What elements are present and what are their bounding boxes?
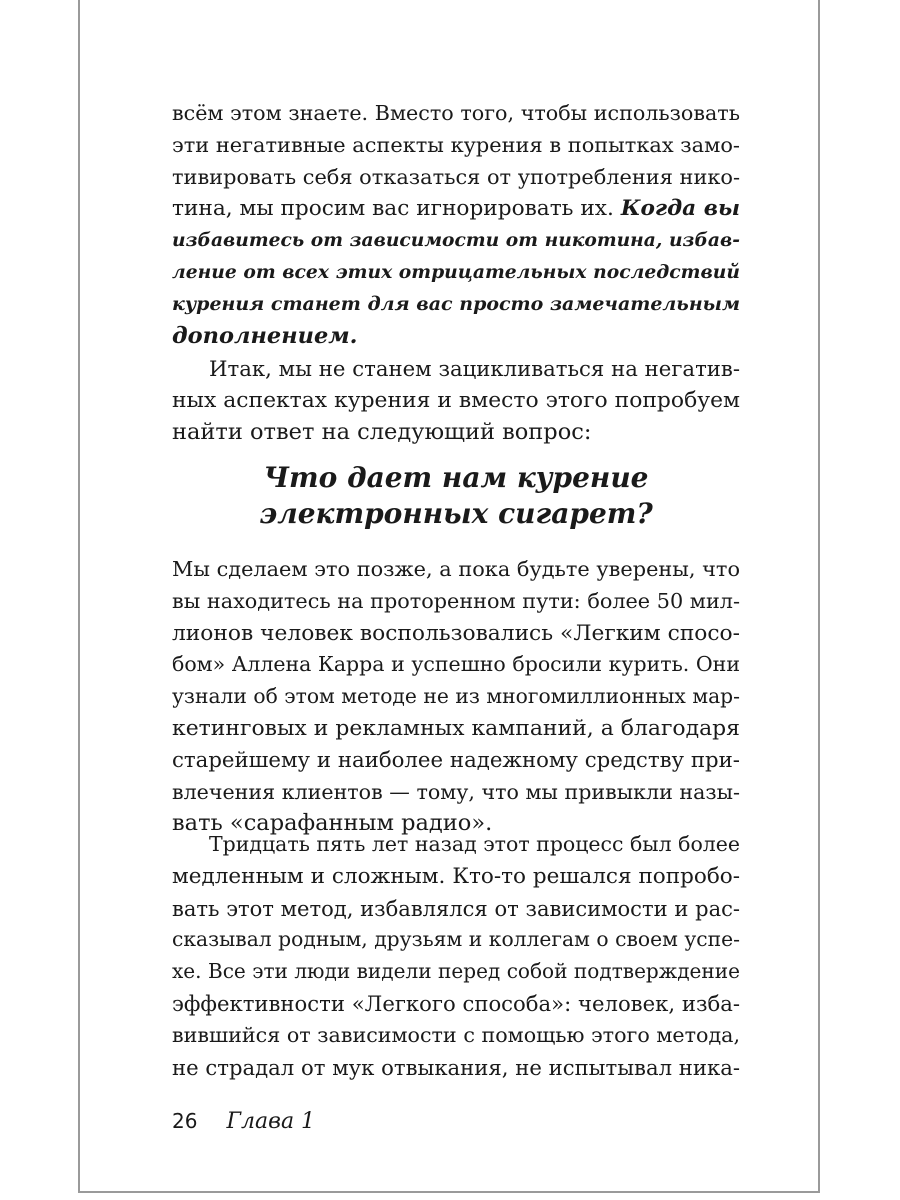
- text-line: узнали об этом методе не из многомиллионных мар-: [172, 684, 740, 709]
- text-line: вать «сарафанным радио».: [172, 810, 493, 837]
- text-line: вившийся от зависимости с помощью этого метода,: [172, 1022, 740, 1047]
- text-line: эти негативные аспекты курения в попытках замо-: [172, 132, 740, 157]
- page-footer: [172, 1107, 315, 1136]
- paragraph-1: [172, 98, 740, 352]
- emphasis-line: избавитесь от зависимости от никотина, избав-: [172, 229, 740, 252]
- text-line: Итак, мы не станем зацикливаться на негатив-: [209, 356, 740, 381]
- text-line: не страдал от мук отвыкания, не испытывал ника-: [172, 1054, 740, 1080]
- paragraph-3: [172, 554, 740, 840]
- text-line: лионов человек воспользовались «Легким спосо-: [172, 620, 740, 646]
- text-line: тивировать себя отказаться от употребления нико-: [172, 164, 740, 189]
- text-run-regular: тина, мы просим вас игнорировать их.: [172, 196, 621, 222]
- text-line: ных аспектах курения и вместо этого попробуем: [172, 387, 740, 413]
- emphasis-line: курения станет для вас просто замечательным: [172, 292, 740, 315]
- text-line: вы находитесь на проторенном пути: более 50 мил-: [172, 588, 740, 613]
- text-run-bold-italic: Когда вы: [620, 196, 740, 222]
- text-line: старейшему и наиболее надежному средству при-: [172, 747, 740, 773]
- text-line: Мы сделаем это позже, а пока будьте уверены, что: [172, 557, 740, 581]
- text-line: вать этот метод, избавлялся от зависимости и рас-: [172, 895, 740, 921]
- emphasis-line: дополнением.: [172, 322, 358, 349]
- paragraph-2: [172, 353, 740, 448]
- text-line: кетинговых и рекламных кампаний, а благодаря: [172, 715, 740, 741]
- text-line: Тридцать пять лет назад этот процесс был более: [209, 832, 740, 856]
- emphasis-line: ление от всех этих отрицательных последствий: [172, 260, 740, 283]
- page-number: 26: [172, 1109, 198, 1133]
- text-line: сказывал родным, друзьям и коллегам о своем успе-: [172, 927, 740, 952]
- text-line: эффективности «Легкого способа»: человек, изба-: [172, 990, 740, 1016]
- text-line: найти ответ на следующий вопрос:: [172, 418, 592, 445]
- text-line: всём этом знаете. Вместо того, чтобы использовать: [172, 101, 740, 125]
- text-line: бом» Аллена Карра и успешно бросили курить. Они: [172, 652, 740, 677]
- text-line: влечения клиентов — тому, что мы привыкли назы-: [172, 779, 740, 804]
- heading-line: Что дает нам курение: [263, 461, 649, 494]
- heading-line: электронных сигарет?: [259, 497, 653, 530]
- chapter-label: Глава 1: [226, 1109, 316, 1134]
- section-heading: [172, 460, 740, 532]
- text-line-mixed: [172, 193, 740, 225]
- text-line: медленным и сложным. Кто-то решался попробо-: [172, 863, 740, 889]
- text-line: хе. Все эти люди видели перед собой подтверждение: [172, 959, 740, 984]
- paragraph-4: [172, 829, 740, 1083]
